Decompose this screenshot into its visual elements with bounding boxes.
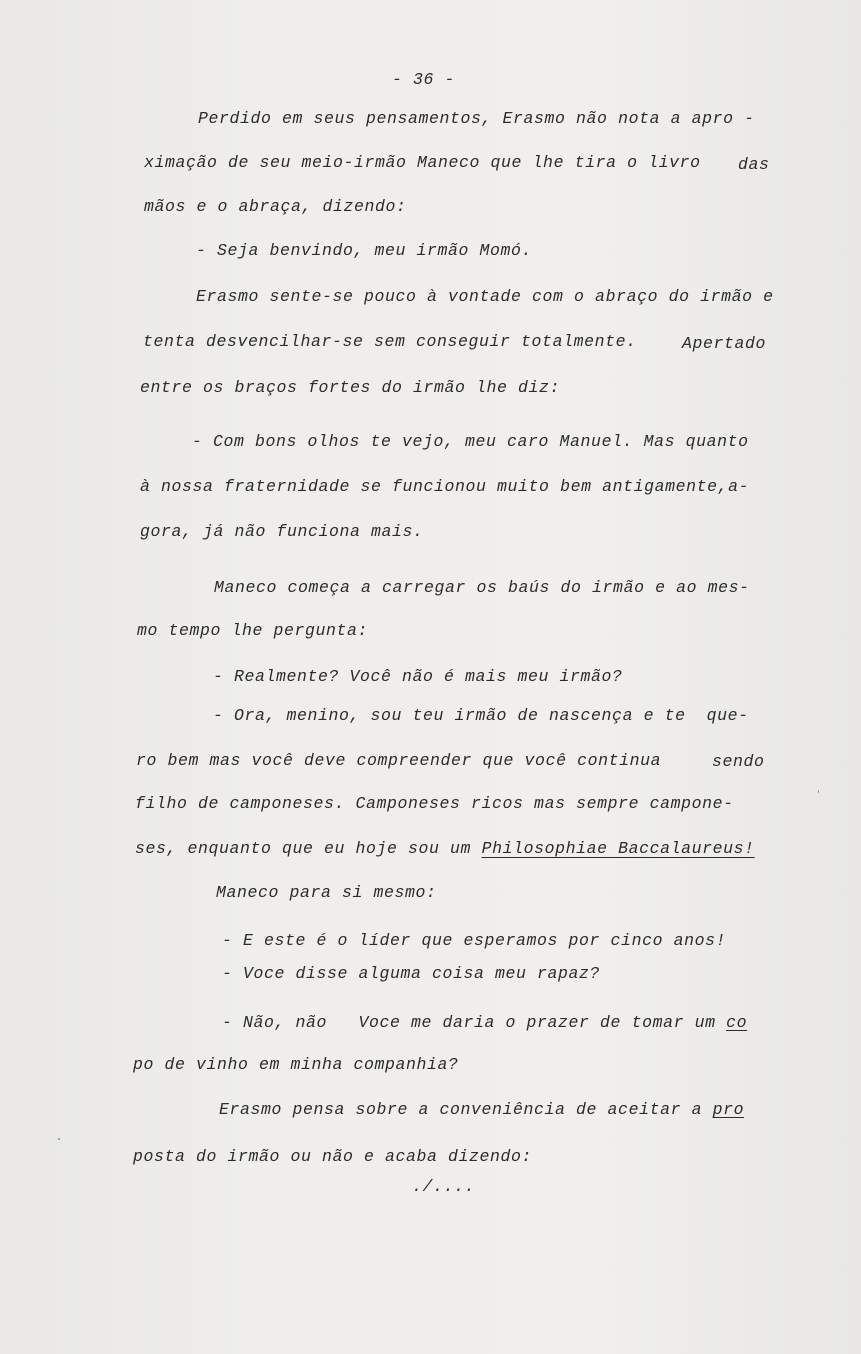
continuation-mark: ./.... <box>412 1177 476 1196</box>
underlined-syllable: co <box>726 1013 748 1032</box>
text-line: Maneco começa a carregar os baús do irmão e ao mes- <box>214 578 750 597</box>
text-line: gora, já não funciona mais. <box>140 522 424 541</box>
text-line: Maneco para si mesmo: <box>216 883 437 902</box>
text-run: ses, enquanto que eu hoje sou um <box>135 839 482 858</box>
text-line: mãos e o abraça, dizendo: <box>144 197 407 216</box>
text-line <box>222 1012 747 1034</box>
text-line: ro bem mas você deve compreender que você continua <box>136 751 662 770</box>
text-line <box>135 838 755 860</box>
text-line: Perdido em seus pensamentos, Erasmo não nota a apro - <box>198 109 755 128</box>
text-line: Apertado <box>682 334 767 353</box>
paper-speck <box>818 790 819 793</box>
text-line: - Realmente? Você não é mais meu irmão? <box>213 667 623 686</box>
text-line: das <box>738 155 770 174</box>
text-run: - Não, não Voce me daria o prazer de tomar um <box>222 1013 727 1032</box>
text-line: po de vinho em minha companhia? <box>133 1055 459 1074</box>
underlined-syllable: pro <box>712 1100 745 1119</box>
text-line: posta do irmão ou não e acaba dizendo: <box>133 1147 533 1166</box>
text-line: - Ora, menino, sou teu irmão de nascença e te que- <box>213 706 749 725</box>
text-line: - E este é o líder que esperamos por cinco anos! <box>222 931 727 950</box>
text-line: ximação de seu meio-irmão Maneco que lhe tira o livro <box>144 153 701 172</box>
page-number: - 36 - <box>392 70 456 89</box>
text-line: - Voce disse alguma coisa meu rapaz? <box>222 964 601 983</box>
text-run: Erasmo pensa sobre a conveniência de aceitar a <box>219 1100 713 1119</box>
text-line: - Com bons olhos te vejo, meu caro Manuel. Mas quanto <box>192 432 749 451</box>
text-line: tenta desvencilhar-se sem conseguir totalmente. <box>143 332 637 351</box>
text-line: à nossa fraternidade se funcionou muito bem antigamente,a- <box>140 477 750 496</box>
text-line: Erasmo sente-se pouco à vontade com o abraço do irmão e <box>196 287 774 306</box>
text-line: entre os braços fortes do irmão lhe diz: <box>140 378 561 397</box>
underlined-phrase: Philosophiae Baccalaureus! <box>481 839 755 858</box>
text-line <box>219 1099 744 1121</box>
text-line: sendo <box>712 752 765 771</box>
text-line: mo tempo lhe pergunta: <box>137 621 369 640</box>
text-line: filho de camponeses. Camponeses ricos mas sempre campone- <box>135 794 734 813</box>
text-line: - Seja benvindo, meu irmão Momó. <box>196 241 533 260</box>
paper-speck <box>58 1138 60 1140</box>
